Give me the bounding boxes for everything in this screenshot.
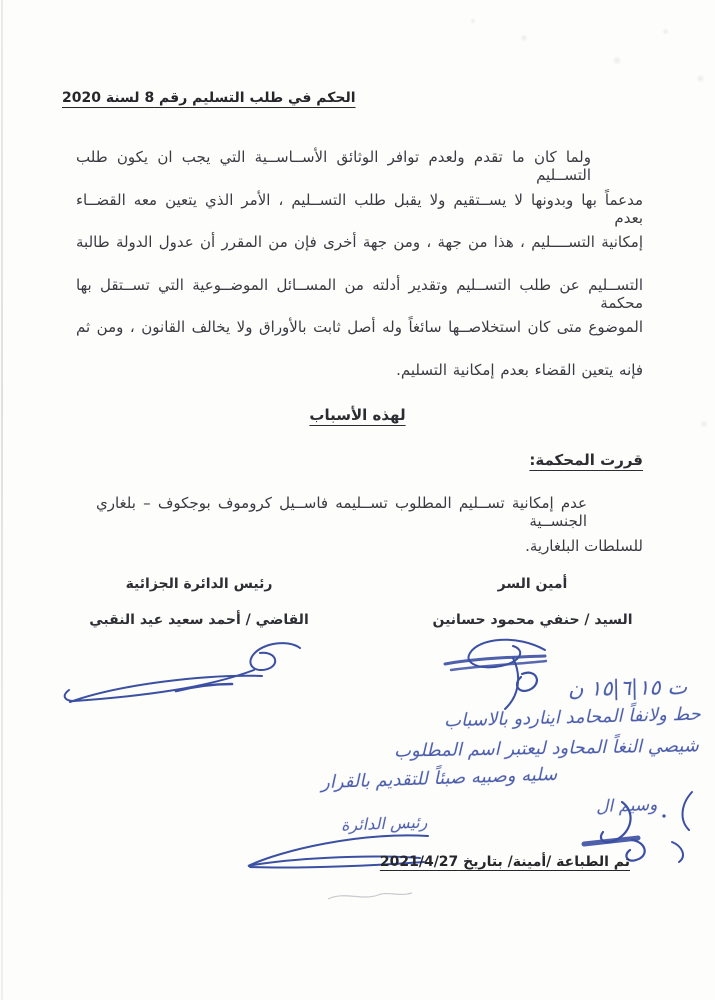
decision-line: للسلطات البلغارية.: [525, 536, 643, 555]
secretary-name: السيد / حنفي محمود حسانين: [432, 612, 633, 628]
handwritten-date-note: ت ١٥|٦|١٥ ن: [567, 674, 688, 702]
scan-noise-speck: [662, 28, 669, 35]
decision-line: عدم إمكانية تســليم المطلوب تســليمه فاســيل كروموف بوجكوف – بلغاري الجنســية: [96, 494, 587, 530]
decision-paragraph: [76, 494, 643, 579]
section-heading-for-these-reasons: لهذه الأسباب: [309, 406, 406, 424]
paragraph-line: فإنه يتعين القضاء بعدم إمكانية التسليم.: [396, 360, 643, 379]
document-title: الحكم في طلب التسليم رقم 8 لسنة 2020: [62, 90, 356, 106]
handwritten-note-line: وسيم ال: [595, 794, 658, 818]
secretary-ink-signature: [425, 628, 575, 713]
handwritten-note-line: حط ولانفاً المحامد ايناردو بالاسباب: [443, 703, 702, 732]
scan-noise-speck: [612, 56, 622, 65]
scan-noise-speck: [520, 34, 528, 42]
judge-signature-block: [78, 576, 320, 628]
paragraph-line: الموضوع متى كان استخلاصــها سائغاً وله أصل ثابت بالأوراق ولا يخالف القانون ، ومن ثم: [76, 318, 643, 336]
scan-edge-artifact: [1, 0, 3, 1000]
paragraph-line: مدعماً بها وبدونها لا يســتقيم ولا يقبل طلب التســليم ، الأمر الذي يتعين معه القضــاء بعدم: [76, 190, 643, 227]
scan-noise-speck: [696, 74, 705, 83]
secretary-signature-block: [420, 576, 645, 628]
ruling-heading-court-decided: قررت المحكمة:: [529, 451, 643, 469]
margin-ink-marks: [650, 786, 710, 868]
paragraph-line: التســليم عن طلب التســليم وتقدير أدلته من المســائل الموضــوعية التي تســتقل بها محكمة: [76, 275, 643, 312]
handwritten-chamber-president-note: رئيس الدائرة: [340, 812, 428, 835]
judge-title: رئيس الدائرة الجزائية: [125, 576, 273, 592]
reasoning-paragraph: [76, 148, 643, 403]
paragraph-line: إمكانية التســــليم ، هذا من جهة ، ومن جهة أخرى فإن من المقرر أن عدول الدولة طالبة: [76, 233, 643, 251]
judge-name: القاضي / أحمد سعيد عيد النقبي: [89, 612, 309, 628]
handwritten-note-line: شيصي النغاً المحاود ليعتبر اسم المطلوب: [393, 735, 700, 762]
secretary-title: أمين السر: [497, 576, 568, 592]
scan-noise-speck: [470, 18, 476, 24]
faint-scan-scribble: [322, 886, 420, 906]
paragraph-line: ولما كان ما تقدم ولعدم توافر الوثائق الأســاســية التي يجب ان يكون طلب التســليم: [76, 148, 591, 184]
handwritten-note-line: سليه وصبيه صبئاً للتقديم بالقرار: [320, 763, 558, 794]
judge-ink-signature: [56, 636, 308, 708]
print-date-footer: تم الطباعة /أمينة/ بتاريخ 2021/4/27: [379, 854, 630, 870]
